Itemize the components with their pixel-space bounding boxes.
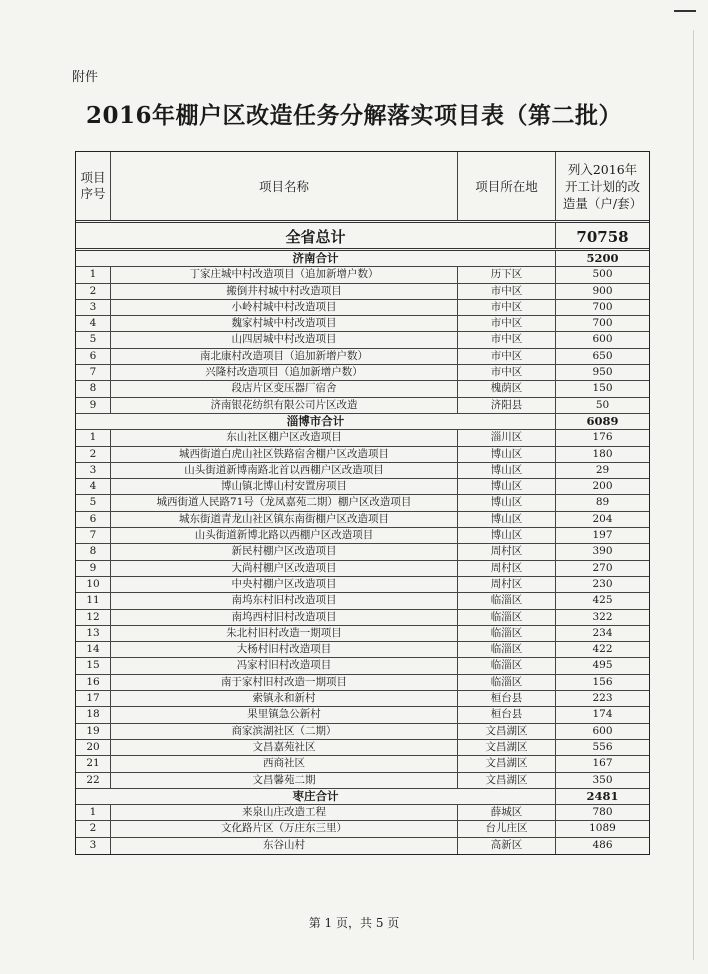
section-total: 5200 [586, 251, 619, 265]
row-amount: 556 [592, 740, 613, 753]
table-row [76, 430, 649, 446]
table-row [76, 381, 649, 397]
row-name: 小岭村城中村改造项目 [111, 300, 458, 315]
row-location: 市中区 [458, 365, 556, 380]
row-amount: 29 [595, 463, 610, 476]
row-name: 冯家村旧村改造项目 [111, 658, 458, 673]
row-no: 3 [76, 300, 111, 315]
grand-total-label: 全省总计 [76, 223, 556, 248]
row-no: 17 [76, 691, 111, 706]
section-total: 6089 [586, 413, 619, 428]
table-row [76, 577, 649, 593]
section-label: 济南合计 [76, 251, 556, 266]
row-name: 山头街道新博南路北首以西棚户区改造项目 [111, 463, 458, 478]
row-name: 丁家庄城中村改造项目（追加新增户数） [111, 267, 458, 282]
row-name: 段店片区变压器厂宿舍 [111, 381, 458, 396]
row-amount: 900 [592, 284, 613, 297]
table-row [76, 300, 649, 316]
row-no: 13 [76, 626, 111, 641]
row-amount: 600 [592, 724, 613, 737]
row-location: 淄川区 [458, 430, 556, 445]
row-no: 19 [76, 724, 111, 739]
row-amount: 156 [592, 675, 613, 688]
row-location: 市中区 [458, 284, 556, 299]
row-no: 11 [76, 593, 111, 608]
table-row [76, 756, 649, 772]
row-amount: 50 [595, 398, 610, 411]
row-no: 18 [76, 707, 111, 722]
row-location: 临淄区 [458, 642, 556, 657]
row-no: 3 [76, 463, 111, 478]
table-row [76, 512, 649, 528]
row-name: 大尚村棚户区改造项目 [111, 561, 458, 576]
table-row [76, 610, 649, 626]
row-location: 博山区 [458, 528, 556, 543]
row-no: 1 [76, 805, 111, 820]
row-amount: 230 [592, 577, 613, 590]
row-no: 20 [76, 740, 111, 755]
table-row [76, 479, 649, 495]
row-no: 6 [76, 349, 111, 364]
row-name: 商家滨湖社区（二期） [111, 724, 458, 739]
row-amount: 600 [592, 333, 613, 346]
row-location: 临淄区 [458, 610, 556, 625]
document-title: 2016年棚户区改造任务分解落实项目表（第二批） [85, 102, 622, 129]
row-amount: 700 [592, 317, 613, 330]
row-location: 历下区 [458, 267, 556, 282]
row-location: 博山区 [458, 479, 556, 494]
row-amount: 322 [592, 610, 613, 623]
table-row [76, 267, 649, 283]
table-row [76, 707, 649, 723]
row-name: 兴隆村改造项目（追加新增户数） [111, 365, 458, 380]
row-no: 1 [76, 430, 111, 445]
scan-edge-line [693, 30, 694, 960]
table-row [76, 284, 649, 300]
row-name: 东山社区棚户区改造项目 [111, 430, 458, 445]
project-table [75, 151, 650, 855]
row-no: 4 [76, 316, 111, 331]
row-name: 南北康村改造项目（追加新增户数） [111, 349, 458, 364]
row-amount: 223 [592, 692, 613, 705]
section-total: 2481 [586, 788, 619, 803]
table-row [76, 773, 649, 789]
row-amount: 197 [592, 529, 613, 542]
row-name: 魏家村城中村改造项目 [111, 316, 458, 331]
table-row [76, 316, 649, 332]
section-subtotal-row [76, 414, 649, 430]
table-row [76, 365, 649, 381]
row-amount: 1089 [589, 822, 616, 835]
row-no: 2 [76, 284, 111, 299]
row-no: 3 [76, 838, 111, 854]
row-location: 博山区 [458, 463, 556, 478]
row-location: 槐荫区 [458, 381, 556, 396]
table-row [76, 691, 649, 707]
row-name: 博山镇北博山村安置房项目 [111, 479, 458, 494]
table-row [76, 495, 649, 511]
section-subtotal-row [76, 789, 649, 805]
row-no: 8 [76, 544, 111, 559]
row-location: 周村区 [458, 577, 556, 592]
row-no: 5 [76, 495, 111, 510]
header-col-name: 项目名称 [111, 152, 458, 220]
row-name: 果里镇急公新村 [111, 707, 458, 722]
row-amount: 486 [592, 838, 613, 851]
row-no: 7 [76, 365, 111, 380]
row-location: 周村区 [458, 544, 556, 559]
table-row [76, 642, 649, 658]
row-location: 临淄区 [458, 626, 556, 641]
row-name: 中央村棚户区改造项目 [111, 577, 458, 592]
row-no: 2 [76, 821, 111, 836]
row-amount: 234 [592, 626, 613, 639]
table-row [76, 544, 649, 560]
table-header [76, 152, 649, 223]
row-amount: 422 [592, 643, 613, 656]
row-name: 来泉山庄改造工程 [111, 805, 458, 820]
row-location: 桓台县 [458, 707, 556, 722]
row-location: 市中区 [458, 349, 556, 364]
row-location: 高新区 [458, 838, 556, 854]
row-name: 新民村棚户区改造项目 [111, 544, 458, 559]
header-col-location: 项目所在地 [458, 152, 556, 220]
table-row [76, 838, 649, 854]
row-name: 济南银花纺织有限公司片区改造 [111, 398, 458, 413]
annex-label: 附件 [72, 70, 99, 85]
row-no: 21 [76, 756, 111, 771]
row-no: 15 [76, 658, 111, 673]
row-name: 索镇永和新村 [111, 691, 458, 706]
row-no: 2 [76, 447, 111, 462]
row-amount: 425 [592, 594, 613, 607]
row-amount: 150 [592, 382, 613, 395]
row-name: 文昌嘉苑社区 [111, 740, 458, 755]
row-name: 东谷山村 [111, 838, 458, 854]
table-row [76, 332, 649, 348]
row-amount: 390 [592, 545, 613, 558]
corner-mark [674, 10, 696, 12]
row-name: 山头街道新博北路以西棚户区改造项目 [111, 528, 458, 543]
table-row [76, 528, 649, 544]
row-amount: 780 [592, 806, 613, 819]
table-row [76, 463, 649, 479]
row-amount: 500 [592, 268, 613, 281]
table-row [76, 561, 649, 577]
row-amount: 89 [595, 496, 610, 509]
row-no: 9 [76, 398, 111, 413]
row-location: 台儿庄区 [458, 821, 556, 836]
row-amount: 204 [592, 512, 613, 525]
row-name: 城西街道人民路71号（龙凤嘉苑二期）棚户区改造项目 [111, 495, 458, 510]
row-location: 临淄区 [458, 675, 556, 690]
page-footer: 第 1 页，共 5 页 [308, 916, 400, 930]
row-no: 8 [76, 381, 111, 396]
row-location: 市中区 [458, 300, 556, 315]
grand-total-row [76, 223, 649, 251]
grand-total-value: 70758 [576, 228, 629, 246]
row-name: 南坞西村旧村改造项目 [111, 610, 458, 625]
row-location: 文昌湖区 [458, 740, 556, 755]
row-name: 南坞东村旧村改造项目 [111, 593, 458, 608]
row-no: 22 [76, 773, 111, 788]
row-no: 10 [76, 577, 111, 592]
row-no: 16 [76, 675, 111, 690]
header-col-no: 项目序号 [76, 152, 111, 220]
row-amount: 174 [592, 708, 613, 721]
row-name: 文化路片区（万庄东三里） [111, 821, 458, 836]
row-no: 6 [76, 512, 111, 527]
table-row [76, 398, 649, 414]
table-row [76, 675, 649, 691]
row-name: 朱北村旧村改造一期项目 [111, 626, 458, 641]
row-amount: 950 [592, 366, 613, 379]
row-name: 文昌馨苑二期 [111, 773, 458, 788]
table-row [76, 349, 649, 365]
row-location: 周村区 [458, 561, 556, 576]
row-location: 桓台县 [458, 691, 556, 706]
header-col-amount: 列入2016年开工计划的改造量（户/套） [562, 161, 643, 211]
section-label: 枣庄合计 [76, 789, 556, 804]
row-amount: 270 [592, 561, 613, 574]
row-location: 文昌湖区 [458, 756, 556, 771]
table-body [76, 251, 649, 854]
row-location: 临淄区 [458, 593, 556, 608]
table-row [76, 724, 649, 740]
row-no: 5 [76, 332, 111, 347]
row-no: 14 [76, 642, 111, 657]
section-label: 淄博市合计 [76, 414, 556, 429]
section-subtotal-row [76, 251, 649, 267]
row-name: 西商社区 [111, 756, 458, 771]
row-no: 12 [76, 610, 111, 625]
row-no: 9 [76, 561, 111, 576]
row-amount: 167 [592, 757, 613, 770]
row-location: 临淄区 [458, 658, 556, 673]
row-location: 市中区 [458, 332, 556, 347]
row-name: 南于家村旧村改造一期项目 [111, 675, 458, 690]
row-name: 大杨村旧村改造项目 [111, 642, 458, 657]
row-amount: 700 [592, 300, 613, 313]
table-row [76, 658, 649, 674]
row-location: 博山区 [458, 512, 556, 527]
row-name: 山四居城中村改造项目 [111, 332, 458, 347]
row-no: 4 [76, 479, 111, 494]
row-location: 文昌湖区 [458, 724, 556, 739]
table-row [76, 593, 649, 609]
row-location: 文昌湖区 [458, 773, 556, 788]
row-location: 薛城区 [458, 805, 556, 820]
row-amount: 180 [592, 447, 613, 460]
table-row [76, 447, 649, 463]
row-location: 博山区 [458, 447, 556, 462]
row-amount: 495 [592, 659, 613, 672]
table-row [76, 740, 649, 756]
row-name: 城东街道青龙山社区镇东南街棚户区改造项目 [111, 512, 458, 527]
row-no: 7 [76, 528, 111, 543]
row-amount: 176 [592, 431, 613, 444]
row-name: 城西街道白虎山社区铁路宿舍棚户区改造项目 [111, 447, 458, 462]
row-amount: 650 [592, 349, 613, 362]
row-location: 市中区 [458, 316, 556, 331]
table-row [76, 821, 649, 837]
row-amount: 200 [592, 480, 613, 493]
row-location: 博山区 [458, 495, 556, 510]
table-row [76, 626, 649, 642]
table-row [76, 805, 649, 821]
row-name: 搬倒井村城中村改造项目 [111, 284, 458, 299]
row-location: 济阳县 [458, 398, 556, 413]
row-amount: 350 [592, 773, 613, 786]
row-no: 1 [76, 267, 111, 282]
